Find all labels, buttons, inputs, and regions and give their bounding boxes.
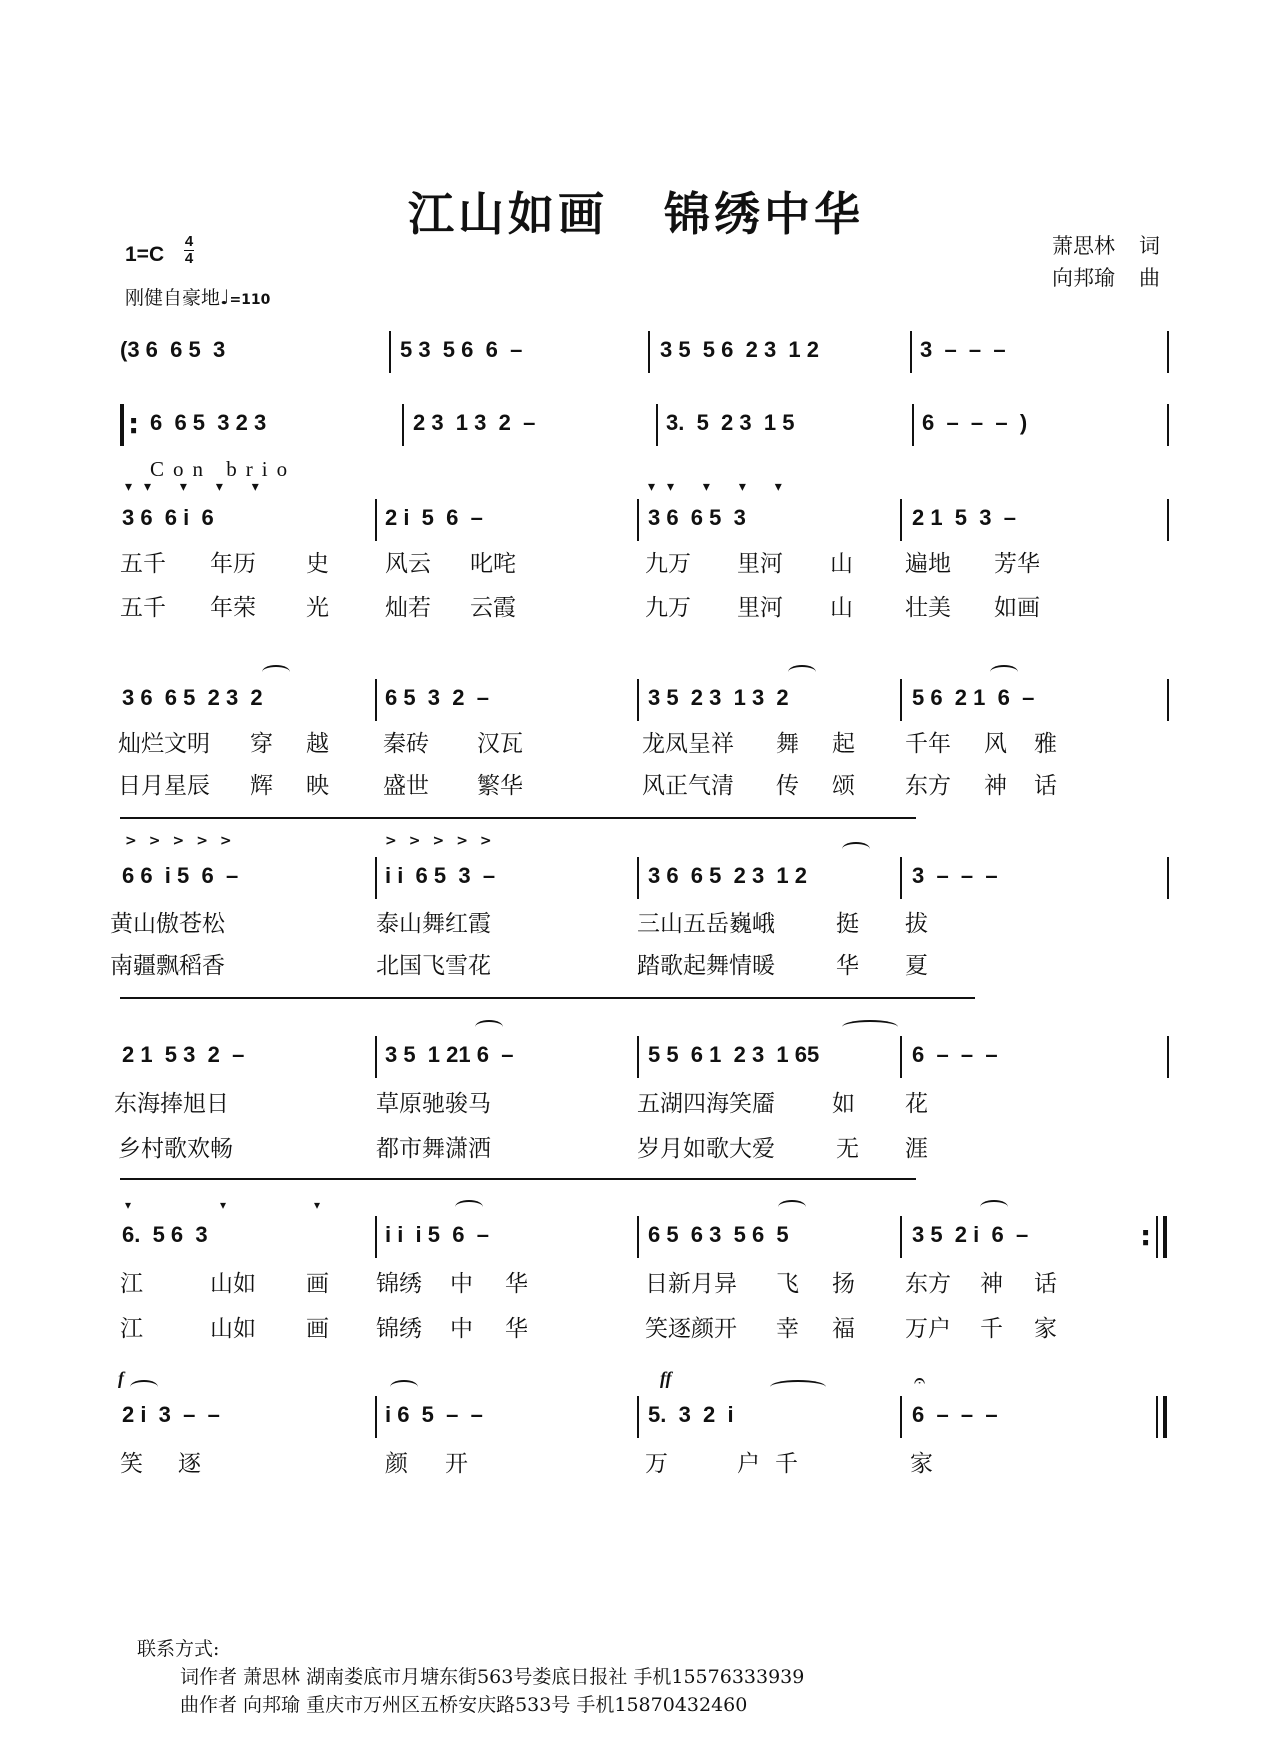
expression-marking: Con brio xyxy=(150,457,297,481)
lyric-word: 南疆飘稻香 xyxy=(110,953,225,979)
slur-mark xyxy=(842,1020,898,1034)
lyric-word: 云霞 xyxy=(470,595,516,621)
lyric-word: 越 xyxy=(306,731,329,757)
title-part-2: 锦绣中华 xyxy=(664,187,864,241)
measure: i i i 5 6 – xyxy=(385,1222,489,1247)
lyric-word: 叱咤 xyxy=(470,551,516,577)
verse-1-lyrics-1 xyxy=(0,545,1272,581)
lyric-word: 扬 xyxy=(832,1271,855,1297)
lyric-word: 芳华 xyxy=(994,551,1040,577)
lyric-word: 里河 xyxy=(737,551,783,577)
quarter-note-icon: ♩ xyxy=(220,285,230,309)
slur-mark xyxy=(390,1380,418,1394)
measure: 6 5 6 3 5 6 5 xyxy=(648,1222,789,1247)
lyric-word: 雅 xyxy=(1034,731,1057,757)
lyric-word: 花 xyxy=(905,1091,928,1117)
lyricist-credit xyxy=(1052,230,1160,260)
lyric-word: 辉 xyxy=(250,773,273,799)
verse-1-lyrics-2 xyxy=(0,589,1272,625)
slur-mark xyxy=(778,1200,806,1214)
measure: 3 5 5 6 2 3 1 2 xyxy=(660,337,820,362)
accent-marks: ▾▾ ▾ ▾ ▾ xyxy=(648,479,794,495)
lyric-word: 锦绣 xyxy=(376,1271,422,1297)
composer-name: 向邦瑜 xyxy=(1052,266,1115,290)
slur-mark xyxy=(788,665,816,679)
lyric-word: 中 xyxy=(450,1271,473,1297)
verse-5-lyrics-2 xyxy=(0,1310,1272,1346)
slur-mark xyxy=(990,665,1018,679)
meter-bottom: 4 xyxy=(184,250,194,267)
lyric-word: 万户 xyxy=(905,1316,951,1342)
lyric-word: 逐 xyxy=(178,1451,201,1477)
lyric-word: 东方 xyxy=(905,1271,951,1297)
lyric-word: 千 xyxy=(775,1451,798,1477)
measure: 5 3 5 6 6 – xyxy=(400,337,523,362)
contact-composer: 曲作者 向邦瑜 重庆市万州区五桥安庆路533号 手机15870432460 xyxy=(180,1694,748,1716)
verse-5-lyrics-1 xyxy=(0,1265,1272,1301)
lyric-word: 神 xyxy=(980,1271,1003,1297)
title-part-1: 江山如画 xyxy=(408,187,608,241)
measure: 6 6 5 3 2 3 xyxy=(150,410,267,435)
lyric-word: 映 xyxy=(306,773,329,799)
measure: 3 5 2 i 6 – xyxy=(912,1222,1029,1247)
measure: 6 5 3 2 – xyxy=(385,685,489,710)
measure: 6. 5 6 3 xyxy=(122,1222,208,1247)
lyric-word: 中 xyxy=(450,1316,473,1342)
lyric-word: 北国飞雪花 xyxy=(376,953,491,979)
lyric-word: 颜 xyxy=(385,1451,408,1477)
measure: 3 6 6 5 2 3 2 xyxy=(122,685,263,710)
measure: 3 5 2 3 1 3 2 xyxy=(648,685,789,710)
lyric-word: 五湖四海笑靥 xyxy=(637,1091,775,1117)
lyric-word: 灿若 xyxy=(385,595,431,621)
measure: 2 i 5 6 – xyxy=(385,505,483,530)
lyric-word: 华 xyxy=(836,953,859,979)
slur-mark xyxy=(980,1200,1008,1214)
lyric-word: 家 xyxy=(910,1451,933,1477)
tempo-text: 刚健自豪地 xyxy=(125,287,221,309)
lyricist-role: 词 xyxy=(1139,234,1160,258)
lyric-word: 话 xyxy=(1034,1271,1057,1297)
lyric-word: 穿 xyxy=(250,731,273,757)
lyric-word: 舞 xyxy=(776,731,799,757)
measure: 2 1 5 3 – xyxy=(912,505,1016,530)
slur-mark xyxy=(475,1020,503,1034)
lyric-word: 三山五岳巍峨 xyxy=(637,911,775,937)
lyric-word: 风正气清 xyxy=(642,773,734,799)
lyric-word: 龙凤呈祥 xyxy=(642,731,734,757)
measure: 3 6 6 5 3 xyxy=(648,505,746,530)
lyric-word: 东方 xyxy=(905,773,951,799)
verse-4-lyrics-1 xyxy=(0,1085,1272,1121)
time-signature xyxy=(184,234,194,267)
lyric-word: 如画 xyxy=(994,595,1040,621)
lyric-word: 起 xyxy=(832,731,855,757)
composer-credit xyxy=(1052,262,1160,292)
lyric-word: 黄山傲苍松 xyxy=(110,911,225,937)
measure: 6 6 i 5 6 – xyxy=(122,863,239,888)
lyric-word: 户 xyxy=(737,1451,760,1477)
lyric-word: 传 xyxy=(776,773,799,799)
lyric-word: 无 xyxy=(836,1136,859,1162)
intro-line-1 xyxy=(0,337,1272,397)
contact-lyricist: 词作者 萧思林 湖南娄底市月塘东街563号娄底日报社 手机15576333939 xyxy=(180,1666,805,1688)
lyric-word: 千年 xyxy=(905,731,951,757)
meter-top: 4 xyxy=(184,233,194,250)
divider-line xyxy=(120,997,975,999)
lyric-word: 颂 xyxy=(832,773,855,799)
lyric-word: 画 xyxy=(306,1316,329,1342)
measure: 2 1 5 3 2 – xyxy=(122,1042,245,1067)
measure: 5 6 2 1 6 – xyxy=(912,685,1035,710)
lyric-word: 乡村歌欢畅 xyxy=(118,1136,233,1162)
lyric-word: 画 xyxy=(306,1271,329,1297)
lyric-word: 踏歌起舞情暖 xyxy=(637,953,775,979)
tempo-marking xyxy=(125,283,270,310)
lyric-word: 九万 xyxy=(645,551,691,577)
contact-heading: 联系方式: xyxy=(137,1638,220,1660)
lyric-word: 年荣 xyxy=(210,595,256,621)
lyric-word: 山如 xyxy=(210,1316,256,1342)
tempo-bpm: =110 xyxy=(229,292,271,308)
measure: 3. 5 2 3 1 5 xyxy=(666,410,795,435)
lyric-word: 灿烂文明 xyxy=(118,731,210,757)
lyric-word: 夏 xyxy=(905,953,928,979)
key-signature: 1=C xyxy=(125,243,165,266)
lyric-word: 草原驰骏马 xyxy=(376,1091,491,1117)
lyric-word: 飞 xyxy=(776,1271,799,1297)
lyric-word: 岁月如歌大爱 xyxy=(637,1136,775,1162)
lyric-word: 江 xyxy=(120,1316,143,1342)
lyric-word: 五千 xyxy=(120,595,166,621)
lyric-word: 涯 xyxy=(905,1136,928,1162)
lyric-word: 华 xyxy=(505,1316,528,1342)
lyric-word: 家 xyxy=(1034,1316,1057,1342)
measure: 5 5 6 1 2 3 1 65 xyxy=(648,1042,820,1067)
lyric-word: 话 xyxy=(1034,773,1057,799)
measure: 2 3 1 3 2 – xyxy=(413,410,536,435)
slur-mark xyxy=(770,1380,826,1394)
lyric-word: 里河 xyxy=(737,595,783,621)
lyric-word: 锦绣 xyxy=(376,1316,422,1342)
verse-4-lyrics-2 xyxy=(0,1130,1272,1166)
lyric-word: 拔 xyxy=(905,911,928,937)
measure: i i 6 5 3 – xyxy=(385,863,496,888)
lyric-word: 汉瓦 xyxy=(477,731,523,757)
lyric-word: 都市舞潇洒 xyxy=(376,1136,491,1162)
lyric-word: 幸 xyxy=(776,1316,799,1342)
lyric-word: 盛世 xyxy=(383,773,429,799)
measure: 2 i 3 – – xyxy=(122,1402,220,1427)
coda-lyrics xyxy=(0,1445,1272,1481)
measure: 3 6 6 i 6 xyxy=(122,505,214,530)
accent-marks: >>>>> xyxy=(385,833,504,849)
lyric-word: 如 xyxy=(832,1091,855,1117)
composer-role: 曲 xyxy=(1139,266,1160,290)
verse-3-lyrics-1 xyxy=(0,905,1272,941)
dynamic-fortissimo: ff xyxy=(660,1368,672,1388)
measure: (3 6 6 5 3 xyxy=(120,337,226,362)
measure: 3 – – – xyxy=(920,337,1006,362)
lyric-word: 山如 xyxy=(210,1271,256,1297)
lyric-word: 笑 xyxy=(120,1451,143,1477)
dynamic-forte: f xyxy=(118,1368,124,1388)
verse-2-lyrics-1 xyxy=(0,725,1272,761)
verse-3-lyrics-2 xyxy=(0,947,1272,983)
measure: 6 – – – xyxy=(912,1402,998,1427)
lyric-word: 千 xyxy=(980,1316,1003,1342)
measure: 5. 3 2 i xyxy=(648,1402,734,1427)
staccato-marks: ▾ xyxy=(220,1198,227,1212)
lyric-word: 风云 xyxy=(385,551,431,577)
slur-mark xyxy=(455,1200,483,1214)
lyric-word: 繁华 xyxy=(477,773,523,799)
lyric-word: 华 xyxy=(505,1271,528,1297)
lyric-word: 秦砖 xyxy=(383,731,429,757)
repeat-end-icon: : xyxy=(1140,1219,1152,1252)
lyric-word: 山 xyxy=(830,595,853,621)
slur-mark xyxy=(130,1380,158,1394)
measure: 3 5 1 21 6 – xyxy=(385,1042,514,1067)
staccato-marks: ▾ xyxy=(125,1198,132,1212)
lyric-word: 泰山舞红霞 xyxy=(376,911,491,937)
divider-line xyxy=(120,817,916,819)
lyric-word: 风 xyxy=(984,731,1007,757)
divider-line xyxy=(120,1178,916,1180)
lyric-word: 壮美 xyxy=(905,595,951,621)
lyricist-name: 萧思林 xyxy=(1052,234,1115,258)
lyric-word: 福 xyxy=(832,1316,855,1342)
slur-mark xyxy=(842,842,870,856)
repeat-start-icon: : xyxy=(128,407,140,440)
slur-mark xyxy=(262,665,290,679)
lyric-word: 神 xyxy=(984,773,1007,799)
lyric-word: 万 xyxy=(645,1451,668,1477)
measure: 6 – – – ) xyxy=(922,410,1028,435)
staccato-marks: ▾ xyxy=(314,1198,321,1212)
lyric-word: 年历 xyxy=(210,551,256,577)
accent-marks: >>>>> xyxy=(125,833,244,849)
measure: 3 – – – xyxy=(912,863,998,888)
lyric-word: 江 xyxy=(120,1271,143,1297)
lyric-word: 东海捧旭日 xyxy=(114,1091,229,1117)
lyric-word: 笑逐颜开 xyxy=(645,1316,737,1342)
lyric-word: 日月星辰 xyxy=(118,773,210,799)
lyric-word: 山 xyxy=(830,551,853,577)
fermata-icon: 𝄐 xyxy=(914,1368,926,1392)
measure: i 6 5 – – xyxy=(385,1402,483,1427)
verse-2-lyrics-2 xyxy=(0,767,1272,803)
lyric-word: 日新月异 xyxy=(645,1271,737,1297)
lyric-word: 光 xyxy=(306,595,329,621)
lyric-word: 挺 xyxy=(836,911,859,937)
lyric-word: 遍地 xyxy=(905,551,951,577)
measure: 6 – – – xyxy=(912,1042,998,1067)
measure: 3 6 6 5 2 3 1 2 xyxy=(648,863,808,888)
lyric-word: 开 xyxy=(445,1451,468,1477)
lyric-word: 五千 xyxy=(120,551,166,577)
lyric-word: 九万 xyxy=(645,595,691,621)
accent-marks: ▾▾ ▾ ▾ ▾ xyxy=(125,479,271,495)
lyric-word: 史 xyxy=(306,551,329,577)
